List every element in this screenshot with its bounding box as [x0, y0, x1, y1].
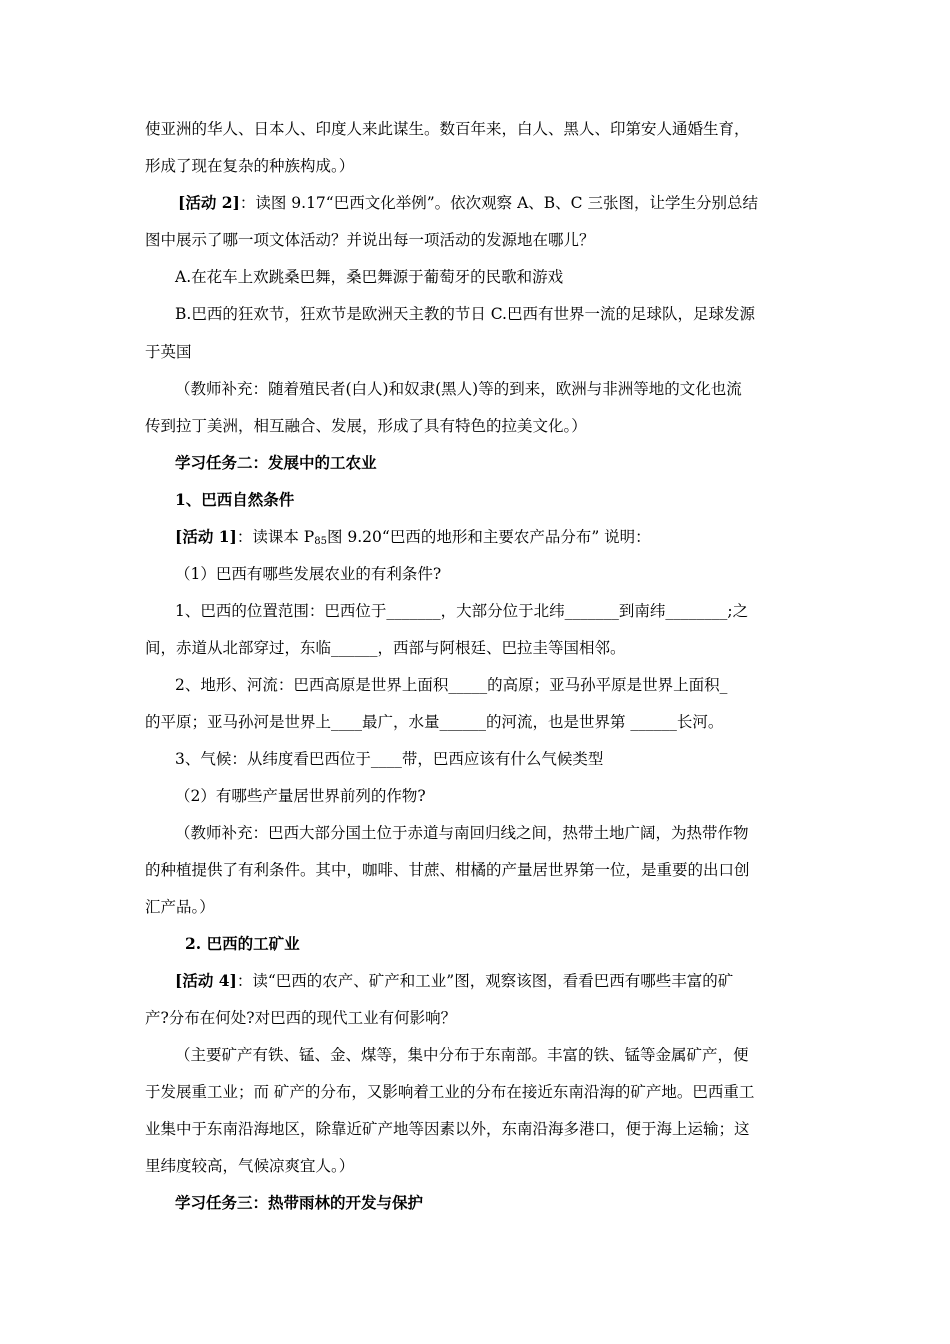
paragraph-line [175, 823, 749, 843]
question-line [175, 786, 426, 806]
page-subscript: 85 [314, 536, 327, 547]
paragraph-line [145, 1156, 354, 1176]
text-run: 学习任务二：发展中的工农业 [175, 453, 377, 472]
paragraph-line [145, 1082, 754, 1102]
text-run: 1、巴西自然条件 [175, 490, 295, 509]
subsection-heading [175, 490, 294, 510]
paragraph-line [145, 1119, 750, 1139]
text-run: 图 9.20“巴西的地形和主要农产品分布” 说明： [326, 528, 651, 546]
section-heading [175, 453, 377, 473]
text-run: 于发展重工业；而 矿产的分布，又影响着工业的分布在接近东南沿海的矿产地。巴西重工 [145, 1083, 755, 1101]
activity-label: [活动 4] [175, 971, 237, 990]
fill-blank-line [175, 601, 748, 621]
text-run: （教师补充：随着殖民者(白人)和奴隶(黑人)等的到来，欧洲与非洲等地的文化也流 [175, 380, 742, 398]
fill-blank-line [175, 675, 727, 695]
paragraph-line [175, 267, 563, 287]
section-heading [175, 1193, 423, 1213]
paragraph-line [145, 897, 215, 917]
paragraph-line [145, 416, 587, 436]
text-run: 传到拉丁美洲，相互融合、发展，形成了具有特色的拉美文化。） [145, 417, 587, 435]
paragraph-line [145, 119, 750, 139]
text-run: 里纬度较高，气候凉爽宜人。） [145, 1157, 355, 1175]
paragraph-line [145, 860, 750, 880]
text-run: 2、地形、河流：巴西高原是世界上面积_____的高原；亚马孙平原是世界上面积_ [175, 676, 728, 694]
paragraph-line [145, 156, 354, 176]
text-run: （教师补充：巴西大部分国土位于赤道与南回归线之间，热带土地广阔，为热带作物 [175, 824, 749, 842]
text-run: 2. 巴西的工矿业 [185, 934, 300, 953]
text-run: 的平原；亚马孙河是世界上____最广，水量______的河流，也是世界第 ______长河。 [145, 713, 724, 731]
text-run: ：读图 9.17“巴西文化举例”。依次观察 A、B、C 三张图，让学生分别总结 [239, 194, 758, 212]
fill-blank-line [175, 749, 603, 769]
text-run: 汇产品。） [145, 898, 215, 916]
text-run: 的种植提供了有利条件。其中，咖啡、甘蔗、柑橘的产量居世界第一位，是重要的出口创 [145, 861, 750, 879]
text-run: ：读课本 P [236, 528, 315, 546]
text-run: 3、气候：从纬度看巴西位于____带，巴西应该有什么气候类型 [175, 750, 604, 768]
text-run: 学习任务三：热带雨林的开发与保护 [175, 1193, 424, 1212]
text-run: 于英国 [145, 343, 192, 361]
paragraph-line [145, 1008, 456, 1028]
text-run: B.巴西的狂欢节，狂欢节是欧洲天主教的节日 C.巴西有世界一流的足球队，足球发源 [175, 305, 755, 323]
paragraph-line [175, 304, 755, 324]
text-run: A.在花车上欢跳桑巴舞，桑巴舞源于葡萄牙的民歌和游戏 [175, 268, 564, 286]
fill-blank-line [145, 712, 723, 732]
text-run: （1）巴西有哪些发展农业的有利条件? [175, 565, 442, 583]
text-run: 业集中于东南沿海地区，除靠近矿产地等因素以外，东南沿海多港口，便于海上运输；这 [145, 1120, 750, 1138]
text-run: ：读“巴西的农产、矿产和工业”图，观察该图，看看巴西有哪些丰富的矿 [236, 972, 734, 990]
text-run: 形成了现在复杂的种族构成。） [145, 157, 355, 175]
fill-blank-line [145, 638, 626, 658]
paragraph-line [145, 342, 192, 362]
text-run: 间，赤道从北部穿过，东临______，西部与阿根廷、巴拉圭等国相邻。 [145, 639, 626, 657]
text-run: 使亚洲的华人、日本人、印度人来此谋生。数百年来，白人、黑人、印第安人通婚生育， [145, 120, 750, 138]
subsection-heading [185, 934, 300, 954]
activity-4-line [175, 971, 733, 991]
text-run: 产?分布在何处?对巴西的现代工业有何影响？ [145, 1009, 457, 1027]
text-run: （2）有哪些产量居世界前列的作物? [175, 787, 426, 805]
activity-2-line [178, 193, 758, 213]
text-run: 图中展示了哪一项文体活动？并说出每一项活动的发源地在哪儿？ [145, 231, 595, 249]
paragraph-line [175, 379, 742, 399]
text-run: （主要矿产有铁、锰、金、煤等，集中分布于东南部。丰富的铁、锰等金属矿产，便 [175, 1046, 749, 1064]
question-line [175, 564, 441, 584]
activity-label: [活动 2] [178, 193, 240, 212]
paragraph-line [175, 1045, 749, 1065]
text-run: 1、巴西的位置范围：巴西位于_______，大部分位于北纬_______到南纬________;之 [175, 602, 749, 620]
paragraph-line [145, 230, 595, 250]
activity-label: [活动 1] [175, 527, 237, 546]
activity-1-line [175, 527, 651, 552]
